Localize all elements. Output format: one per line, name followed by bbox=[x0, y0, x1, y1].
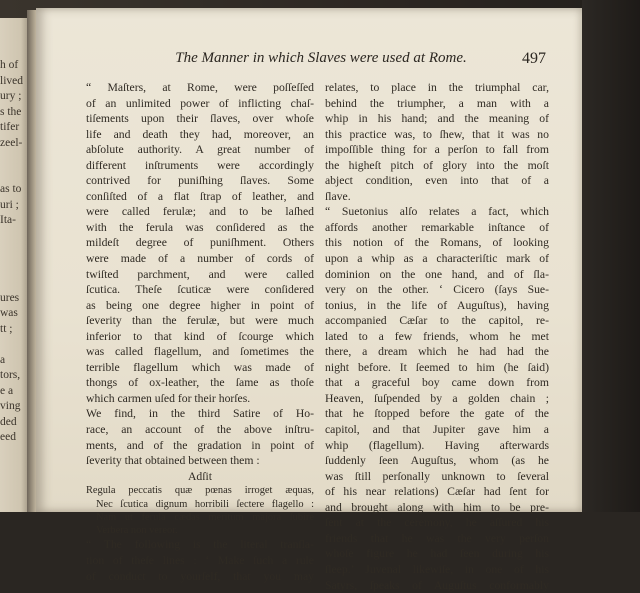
text-line: very on the other. ‘ Cicero (ſays Sue- bbox=[325, 282, 549, 298]
text-line: Verbera non vereor. bbox=[86, 524, 314, 537]
document-page bbox=[36, 8, 582, 512]
text-line: Satyrs, ſpeaks of Auguſtus conformably bbox=[325, 578, 549, 593]
text-line: inferior to that kind of ſcourge which bbox=[86, 329, 314, 345]
text-line: We find, in the third Satire of Ho- bbox=[86, 406, 314, 422]
left-page-text-fragment: ury ; bbox=[0, 89, 30, 105]
text-line: behind the triumpher, a man with a bbox=[325, 96, 549, 112]
left-page-text-fragment: e a bbox=[0, 384, 30, 400]
left-page-text-fragment: ving bbox=[0, 399, 30, 415]
page-number: 497 bbox=[522, 50, 546, 68]
text-line: there, a dream which he had had the bbox=[325, 344, 549, 360]
dark-margin bbox=[582, 0, 640, 512]
text-line: lated to a few friends, whom he met bbox=[325, 329, 549, 345]
left-page-text-fragment: ded bbox=[0, 415, 30, 431]
text-line: “ Suetonius alſo relates a fact, which bbox=[325, 204, 549, 220]
left-page-text-fragment: a bbox=[0, 353, 30, 369]
text-line: abject condition, even into that of a bbox=[325, 173, 549, 189]
text-line: “ The following is the literal tranſla- bbox=[86, 537, 314, 553]
text-line: conſiſted of a flat ſtrap of leather, and bbox=[86, 189, 314, 205]
text-line: night before. It ſeemed to him (he ſaid) bbox=[325, 360, 549, 376]
left-page-text-fragment: zeel- bbox=[0, 136, 30, 152]
text-line: was called flagellum, and ſometimes the bbox=[86, 344, 314, 360]
text-line: accompanied Cæſar to the capitol, re- bbox=[325, 313, 549, 329]
text-line: whip in his hand; and the meaning of bbox=[325, 111, 549, 127]
text-line: abſolute authority. A great number of bbox=[86, 142, 314, 158]
left-page-text-fragment: uri ; bbox=[0, 198, 30, 214]
left-page-text-fragment: tifer bbox=[0, 120, 30, 136]
text-line: were made of a number of cords of bbox=[86, 251, 314, 267]
text-line: life and death they had, moreover, an bbox=[86, 127, 314, 143]
text-line: as being one degree higher in point of bbox=[86, 298, 314, 314]
text-line: of his near relations) Cæſar had ſent for bbox=[325, 484, 549, 500]
left-page-text-fragment: lived bbox=[0, 74, 30, 90]
text-line: and brought along with him to be pre- bbox=[325, 500, 549, 516]
text-line: this notion of the Romans, of looking bbox=[325, 235, 549, 251]
left-page-text-fragment: eed bbox=[0, 430, 30, 446]
text-line: tion of theſe lines : ‘ Make ſuch a rule bbox=[86, 553, 314, 569]
text-line: twiſted parchment, and were called bbox=[86, 267, 314, 283]
text-line: upon a whip as a characteriſtic mark of bbox=[325, 251, 549, 267]
text-line: that a graceful boy came down from bbox=[325, 375, 549, 391]
left-page-text-fragment: ures bbox=[0, 291, 30, 307]
text-line: ſent at the ceremony, he aſſured his bbox=[325, 515, 549, 531]
text-line: Nec ſcutica dignum horribili ſectere flagello : bbox=[86, 498, 314, 511]
right-text-column bbox=[325, 80, 549, 593]
left-page-text-fragment: Ita- bbox=[0, 213, 30, 229]
text-line: of conduct to yourſelf, that you may bbox=[86, 569, 314, 585]
text-line: dominion on the one hand, and of ſla- bbox=[325, 267, 549, 283]
text-line: ſeverity that obtained between them : bbox=[86, 453, 314, 469]
text-line: Adſit bbox=[86, 469, 314, 485]
text-line: Regula peccatis quæ pœnas irroget æquas, bbox=[86, 484, 314, 497]
text-line: whip (flagellum). Having afterwards bbox=[325, 438, 549, 454]
text-line: Nam ut ferula cædas meritum majora ſubire bbox=[86, 511, 314, 524]
left-page-text-fragment: as to bbox=[0, 182, 30, 198]
text-line: ſlave. bbox=[325, 189, 549, 205]
left-page-text-fragment: s the bbox=[0, 105, 30, 121]
left-page-text-fragment: was bbox=[0, 306, 30, 322]
text-line: ſcutica. Theſe ſcuticæ were conſidered bbox=[86, 282, 314, 298]
text-line: that he ſtopped before the gate of the bbox=[325, 406, 549, 422]
text-line: the higheſt pitch of glory into the moſt bbox=[325, 158, 549, 174]
text-line: was ſtill perſonally unknown to ſeveral bbox=[325, 469, 549, 485]
text-line: “ Maſters, at Rome, were poſſeſſed bbox=[86, 80, 314, 96]
text-line: Heaven, ſuſpended by a golden chain ; bbox=[325, 391, 549, 407]
text-line: different inſtruments were accordingly bbox=[86, 158, 314, 174]
text-line: ſleep.’ Juvenal likewiſe, in one of his bbox=[325, 562, 549, 578]
text-line: affords another remarkable inſtance of bbox=[325, 220, 549, 236]
text-line: relates, to place in the triumphal car, bbox=[325, 80, 549, 96]
text-line: were called ferulæ; and to be laſhed bbox=[86, 204, 314, 220]
text-line: this practice was, to ſhew, that it was no bbox=[325, 127, 549, 143]
text-line: thongs of ox-leather, the ſame as thoſe bbox=[86, 375, 314, 391]
text-line: with the ferula was conſidered as the bbox=[86, 220, 314, 236]
text-line: friends that he was the very perſon bbox=[325, 531, 549, 547]
text-line: tonius, in the life of Auguſtus), having bbox=[325, 298, 549, 314]
text-line: ſuddenly ſeen Auguſtus, whom (as he bbox=[325, 453, 549, 469]
text-line: tiſements upon their ſlaves, over whoſe bbox=[86, 111, 314, 127]
left-page-text-fragment: h of bbox=[0, 58, 30, 74]
text-line: contrived for puniſhing ſlaves. Some bbox=[86, 173, 314, 189]
text-line: terrible flagellum which was made of bbox=[86, 360, 314, 376]
left-page-text-fragment: tors, bbox=[0, 368, 30, 384]
text-line: whoſe figure he had ſeen during his bbox=[325, 546, 549, 562]
text-line: impoſſible thing for a perſon to fall from bbox=[325, 142, 549, 158]
running-header-title: The Manner in which Slaves were used at Rome. bbox=[161, 50, 481, 67]
text-line: capitol, and that Jupiter gave him a bbox=[325, 422, 549, 438]
text-line: ments, and of the gradation in point of bbox=[86, 438, 314, 454]
text-line: which carmen uſed for their horſes. bbox=[86, 391, 314, 407]
text-line: race, an account of the above inſtru- bbox=[86, 422, 314, 438]
left-text-column bbox=[86, 80, 314, 584]
left-page-edge bbox=[0, 18, 30, 512]
text-line: mildeſt degree of puniſhment. Others bbox=[86, 235, 314, 251]
text-line: ſeverity than the ferulæ, but were much bbox=[86, 313, 314, 329]
text-line: of an unlimited power of inflicting chaſ- bbox=[86, 96, 314, 112]
left-page-text-fragment: tt ; bbox=[0, 322, 30, 338]
